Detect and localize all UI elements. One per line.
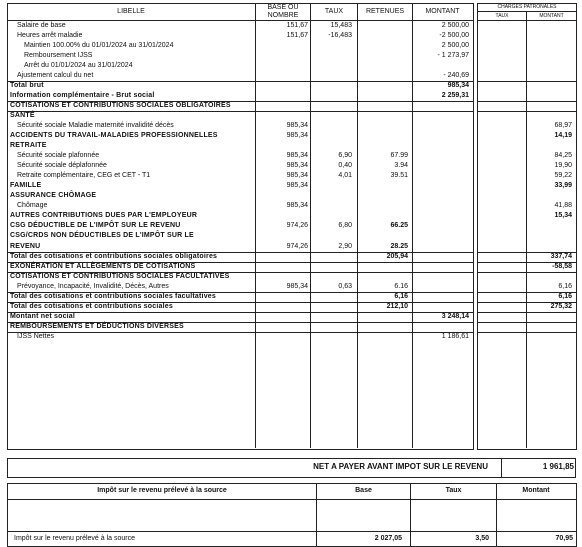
row-cp-montant: 14,19 (554, 132, 572, 139)
row-label: ASSURANCE CHÔMAGE (10, 192, 97, 199)
row-base: 151,67 (286, 32, 308, 39)
row-base: 985,34 (286, 202, 308, 209)
header-cp-taux: TAUX (495, 13, 509, 19)
tax-row-montant: 70,95 (555, 535, 573, 542)
row-label: IJSS Nettes (17, 333, 54, 340)
row-base: 985,34 (286, 172, 308, 179)
row-label: Total brut (10, 82, 44, 89)
row-retenues: 67.99 (390, 152, 408, 159)
row-label: Total des cotisations et contributions sociales facultatives (10, 293, 216, 300)
tax-header-taux: Taux (445, 487, 462, 494)
row-separator (477, 272, 576, 273)
row-base: 974,26 (286, 222, 308, 229)
row-taux: 2,90 (338, 243, 352, 250)
row-cp-montant: 337,74 (550, 253, 572, 260)
row-separator (7, 332, 473, 333)
row-separator (477, 111, 576, 112)
row-label: RETRAITE (10, 142, 47, 149)
tax-row-taux: 3,50 (475, 535, 489, 542)
row-label: REVENU (10, 243, 41, 250)
row-label: Sécurité sociale déplafonnée (17, 162, 107, 169)
row-base: 985,34 (286, 132, 308, 139)
tax-header-base: Base (355, 487, 372, 494)
row-taux: 4,01 (338, 172, 352, 179)
row-label: Total des cotisations et contributions sociales (10, 303, 173, 310)
row-separator (477, 81, 576, 82)
row-montant: -2 500,00 (439, 32, 469, 39)
row-montant: 3 248,14 (441, 313, 469, 320)
row-separator (7, 312, 473, 313)
row-cp-montant: 59,22 (554, 172, 572, 179)
row-retenues: 212,10 (386, 303, 408, 310)
header-montant: MONTANT (425, 8, 460, 15)
row-montant: 2 500,00 (441, 42, 469, 49)
row-label: Prévoyance, Incapacité, Invalidité, Décès, Autres (17, 283, 169, 290)
row-separator (477, 332, 576, 333)
row-label: Arrêt du 01/01/2024 au 31/01/2024 (24, 62, 133, 69)
row-taux: 15,483 (330, 22, 352, 29)
row-label: Maintien 100.00% du 01/01/2024 au 31/01/2024 (24, 42, 174, 49)
row-retenues: 66.25 (390, 222, 408, 229)
row-label: Heures arrêt maladie (17, 32, 83, 39)
row-label: COTISATIONS ET CONTRIBUTIONS SOCIALES FACULTATIVES (10, 273, 230, 280)
tax-row-base: 2 027,05 (374, 535, 402, 542)
row-base: 985,34 (286, 182, 308, 189)
row-separator (7, 111, 473, 112)
row-montant: 1 186,61 (441, 333, 469, 340)
row-label: Ajustement calcul du net (17, 72, 94, 79)
row-cp-montant: 6,16 (558, 283, 572, 290)
row-retenues: 6,16 (394, 293, 408, 300)
row-label: COTISATIONS ET CONTRIBUTIONS SOCIALES OBLIGATOIRES (10, 102, 231, 109)
row-label: EXONÉRATION ET ALLÈGEMENTS DE COTISATIONS (10, 263, 196, 270)
row-separator (477, 101, 576, 102)
row-label: ACCIDENTS DU TRAVAIL-MALADIES PROFESSIONNELLES (10, 132, 218, 139)
employer-charges-table (477, 3, 577, 450)
row-label: REMBOURSEMENTS ET DÉDUCTIONS DIVERSES (10, 323, 184, 330)
net-before-tax-value: 1 961,85 (542, 462, 574, 471)
row-taux: 0,63 (338, 283, 352, 290)
row-montant: - 1 273,97 (437, 52, 469, 59)
row-retenues: 205,94 (386, 253, 408, 260)
row-taux: 0,40 (338, 162, 352, 169)
net-before-tax-label: NET A PAYER AVANT IMPOT SUR LE REVENU (313, 462, 488, 471)
tax-header-montant: Montant (522, 487, 550, 494)
row-cp-montant: 6,16 (558, 293, 572, 300)
row-cp-montant: 84,25 (554, 152, 572, 159)
row-taux: 6,80 (338, 222, 352, 229)
row-cp-montant: 19,90 (554, 162, 572, 169)
row-cp-montant: 275,32 (550, 303, 572, 310)
header-libelle: LIBELLE (117, 8, 145, 15)
row-montant: 2 259,31 (441, 92, 469, 99)
row-label: Salaire de base (17, 22, 66, 29)
row-cp-montant: 33,99 (554, 182, 572, 189)
header-charges-patronales: CHARGES PATRONALES (497, 4, 557, 10)
row-base: 151,67 (286, 22, 308, 29)
row-montant: 985,34 (447, 82, 469, 89)
row-label: SANTÉ (10, 112, 35, 119)
row-cp-montant: -58,58 (552, 263, 572, 270)
row-label: Montant net social (10, 313, 76, 320)
row-taux: 6,90 (338, 152, 352, 159)
header-retenues: RETENUES (365, 8, 405, 15)
row-base: 985,34 (286, 122, 308, 129)
row-cp-montant: 15,34 (554, 212, 572, 219)
row-label: AUTRES CONTRIBUTIONS DUES PAR L'EMPLOYEUR (10, 212, 198, 219)
header-base: BASE OU NOMBRE (267, 4, 299, 19)
row-montant: 2 500,00 (441, 22, 469, 29)
row-retenues: 6.16 (394, 283, 408, 290)
row-taux: -16,483 (328, 32, 352, 39)
row-base: 985,34 (286, 162, 308, 169)
row-montant: - 240,69 (443, 72, 469, 79)
row-base: 985,34 (286, 283, 308, 290)
row-label: Remboursement IJSS (24, 52, 93, 59)
row-label: Information complémentaire - Brut social (10, 92, 155, 99)
row-retenues: 28.25 (390, 243, 408, 250)
header-taux: TAUX (324, 8, 344, 15)
row-separator (477, 312, 576, 313)
header-cp-montant: MONTANT (539, 13, 564, 19)
row-label: CSG DÉDUCTIBLE DE L'IMPÔT SUR LE REVENU (10, 222, 181, 229)
row-label: FAMILLE (10, 182, 42, 189)
row-label: Sécurité sociale plafonnée (17, 152, 100, 159)
tax-row-label: Impôt sur le revenu prélevé à la source (14, 535, 136, 542)
row-label: Chômage (17, 202, 48, 209)
row-separator (7, 81, 473, 82)
row-label: Total des cotisations et contributions sociales obligatoires (10, 253, 218, 260)
row-retenues: 3.94 (394, 162, 408, 169)
row-separator (477, 322, 576, 323)
row-cp-montant: 68,97 (554, 122, 572, 129)
tax-header-label: Impôt sur le revenu prélevé à la source (97, 487, 227, 494)
row-base: 985,34 (286, 152, 308, 159)
row-retenues: 39.51 (390, 172, 408, 179)
row-label: Retraite complémentaire, CEG et CET - T1 (17, 172, 151, 179)
row-label: CSG/CRDS NON DÉDUCTIBLES DE L'IMPÔT SUR LE (10, 232, 194, 239)
row-base: 974,26 (286, 243, 308, 250)
row-label: Sécurité sociale Maladie maternité invalidité décès (17, 122, 174, 129)
row-cp-montant: 41,88 (554, 202, 572, 209)
